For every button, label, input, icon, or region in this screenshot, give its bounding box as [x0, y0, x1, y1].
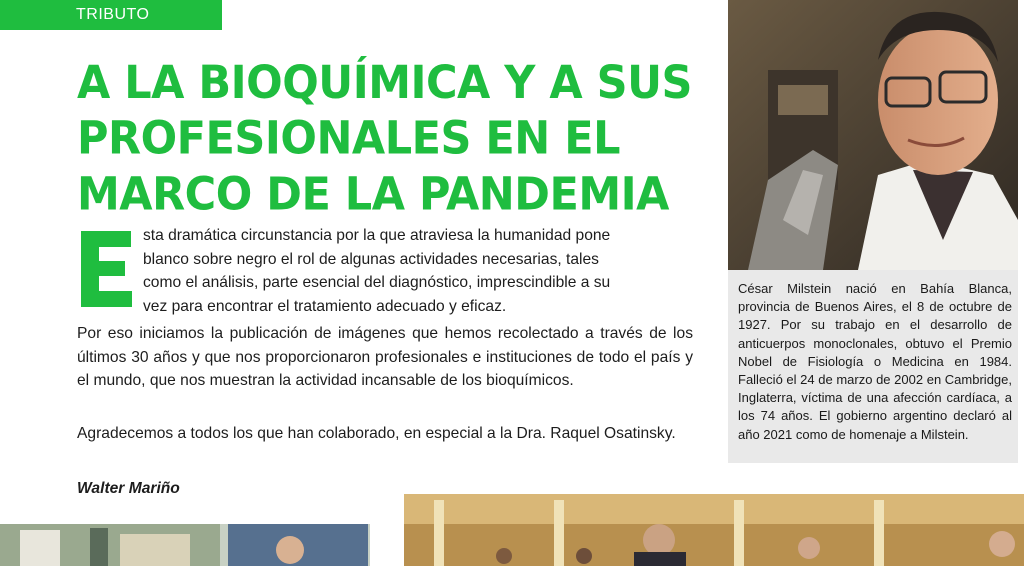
author-signature: Walter Mariño [77, 480, 180, 497]
headline-line-3: MARCO DE LA PANDEMIA [77, 168, 669, 221]
photo-caption: César Milstein nació en Bahía Blanca, provincia de Buenos Aires, el 8 de octubre de 1927. Por su trabajo en el desarrollo de anticuerpos monoclonales, obtuvo el Premio Nobel de Fisiología o Medicina en 1984. Falleció el 24 de marzo de 2002 en Cambridge, Inglaterra, víctima de una afección cardíaca, a los 74 años. El gobierno argentino declaró al año 2021 como de homenaje a Milstein. [738, 281, 1012, 442]
paragraph-3: Agradecemos a todos los que han colaborado, en especial a la Dra. Raquel Osatinsky. [77, 425, 676, 442]
paragraph-intro [77, 224, 693, 318]
headline-line-1: A LA BIOQUÍMICA Y A SUS [77, 57, 693, 110]
photo-caption-box [728, 270, 1018, 463]
lab-photo [0, 524, 370, 566]
auditorium-photo [404, 494, 1024, 566]
section-label: TRIBUTO [76, 6, 150, 23]
intro-line: blanco sobre negro el rol de algunas actividades necesarias, tales [143, 250, 599, 268]
portrait-photo [728, 0, 1018, 270]
intro-line: vez para encontrar el tratamiento adecuado y eficaz. [143, 297, 507, 315]
headline-line-2: PROFESIONALES EN EL [77, 112, 621, 166]
intro-line: como el análisis, parte esencial del diagnóstico, imprescindible a su [143, 274, 611, 291]
article-headline [77, 56, 717, 223]
section-tag [0, 0, 222, 30]
intro-line: sta dramática circunstancia por la que atraviesa la humanidad pone [143, 227, 611, 244]
paragraph-2: Por eso iniciamos la publicación de imágenes que hemos recolectado a través de los últimos 30 años y que nos proporcionaron profesionales e instituciones de todo el país y el mundo, que nos muestran la actividad incansable de los bioquímicos. [77, 325, 693, 389]
